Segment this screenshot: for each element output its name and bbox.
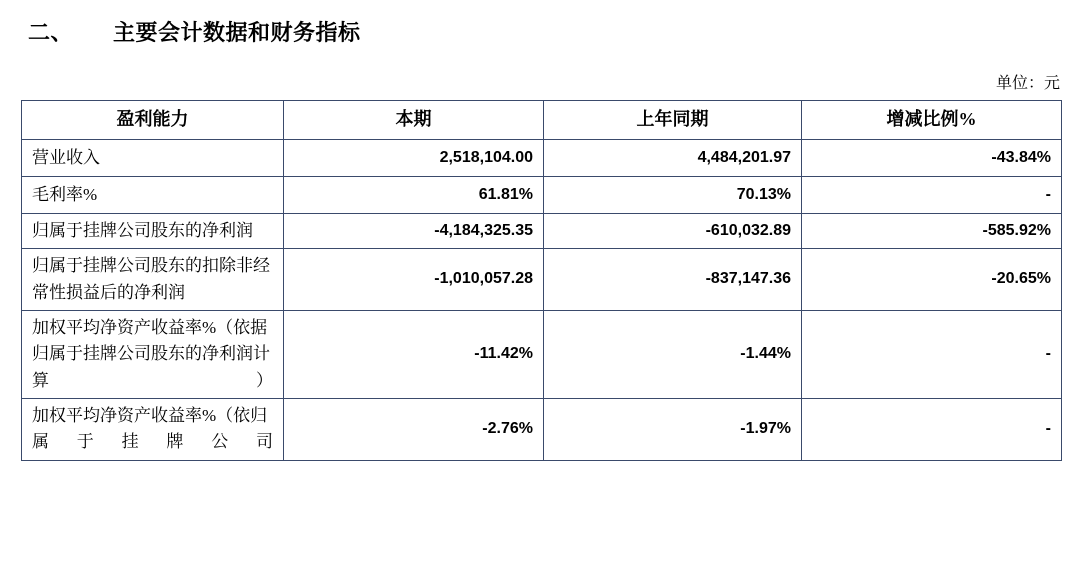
row-value-change: -43.84% bbox=[802, 140, 1062, 177]
row-value-change: - bbox=[802, 311, 1062, 399]
row-value-current: -2.76% bbox=[284, 399, 544, 461]
row-value-change: - bbox=[802, 177, 1062, 214]
column-header-metric: 盈利能力 bbox=[22, 101, 284, 140]
row-value-change: - bbox=[802, 399, 1062, 461]
table-row bbox=[22, 399, 1062, 461]
table-row bbox=[22, 214, 1062, 249]
row-label: 营业收入 bbox=[22, 140, 284, 177]
row-value-current: -4,184,325.35 bbox=[284, 214, 544, 249]
row-value-previous: 4,484,201.97 bbox=[544, 140, 802, 177]
table-row bbox=[22, 249, 1062, 311]
table-row bbox=[22, 140, 1062, 177]
row-label: 归属于挂牌公司股东的净利润 bbox=[22, 214, 284, 249]
section-title: 主要会计数据和财务指标 bbox=[113, 20, 361, 45]
unit-label: 单位：元 bbox=[995, 75, 1060, 92]
row-value-current: -11.42% bbox=[284, 311, 544, 399]
row-value-current: -1,010,057.28 bbox=[284, 249, 544, 311]
section-number: 二、 bbox=[28, 20, 74, 45]
row-value-previous: -1.97% bbox=[544, 399, 802, 461]
row-value-change: -20.65% bbox=[802, 249, 1062, 311]
row-label: 毛利率% bbox=[22, 177, 284, 214]
row-value-previous: -837,147.36 bbox=[544, 249, 802, 311]
row-label: 加权平均净资产收益率%（依据归属于挂牌公司股东的净利润计算） bbox=[22, 311, 284, 399]
row-label: 加权平均净资产收益率%（依归属于挂牌公司 bbox=[22, 399, 284, 461]
row-value-change: -585.92% bbox=[802, 214, 1062, 249]
row-value-previous: -1.44% bbox=[544, 311, 802, 399]
column-header-change: 增减比例% bbox=[802, 101, 1062, 140]
column-header-current: 本期 bbox=[284, 101, 544, 140]
row-value-previous: 70.13% bbox=[544, 177, 802, 214]
row-value-current: 61.81% bbox=[284, 177, 544, 214]
financial-data-table bbox=[21, 100, 1062, 461]
row-label: 归属于挂牌公司股东的扣除非经常性损益后的净利润 bbox=[22, 249, 284, 311]
column-header-previous: 上年同期 bbox=[544, 101, 802, 140]
page-title bbox=[28, 16, 361, 47]
table-header-row bbox=[22, 101, 1062, 140]
row-value-previous: -610,032.89 bbox=[544, 214, 802, 249]
table-row bbox=[22, 177, 1062, 214]
table-row bbox=[22, 311, 1062, 399]
row-value-current: 2,518,104.00 bbox=[284, 140, 544, 177]
